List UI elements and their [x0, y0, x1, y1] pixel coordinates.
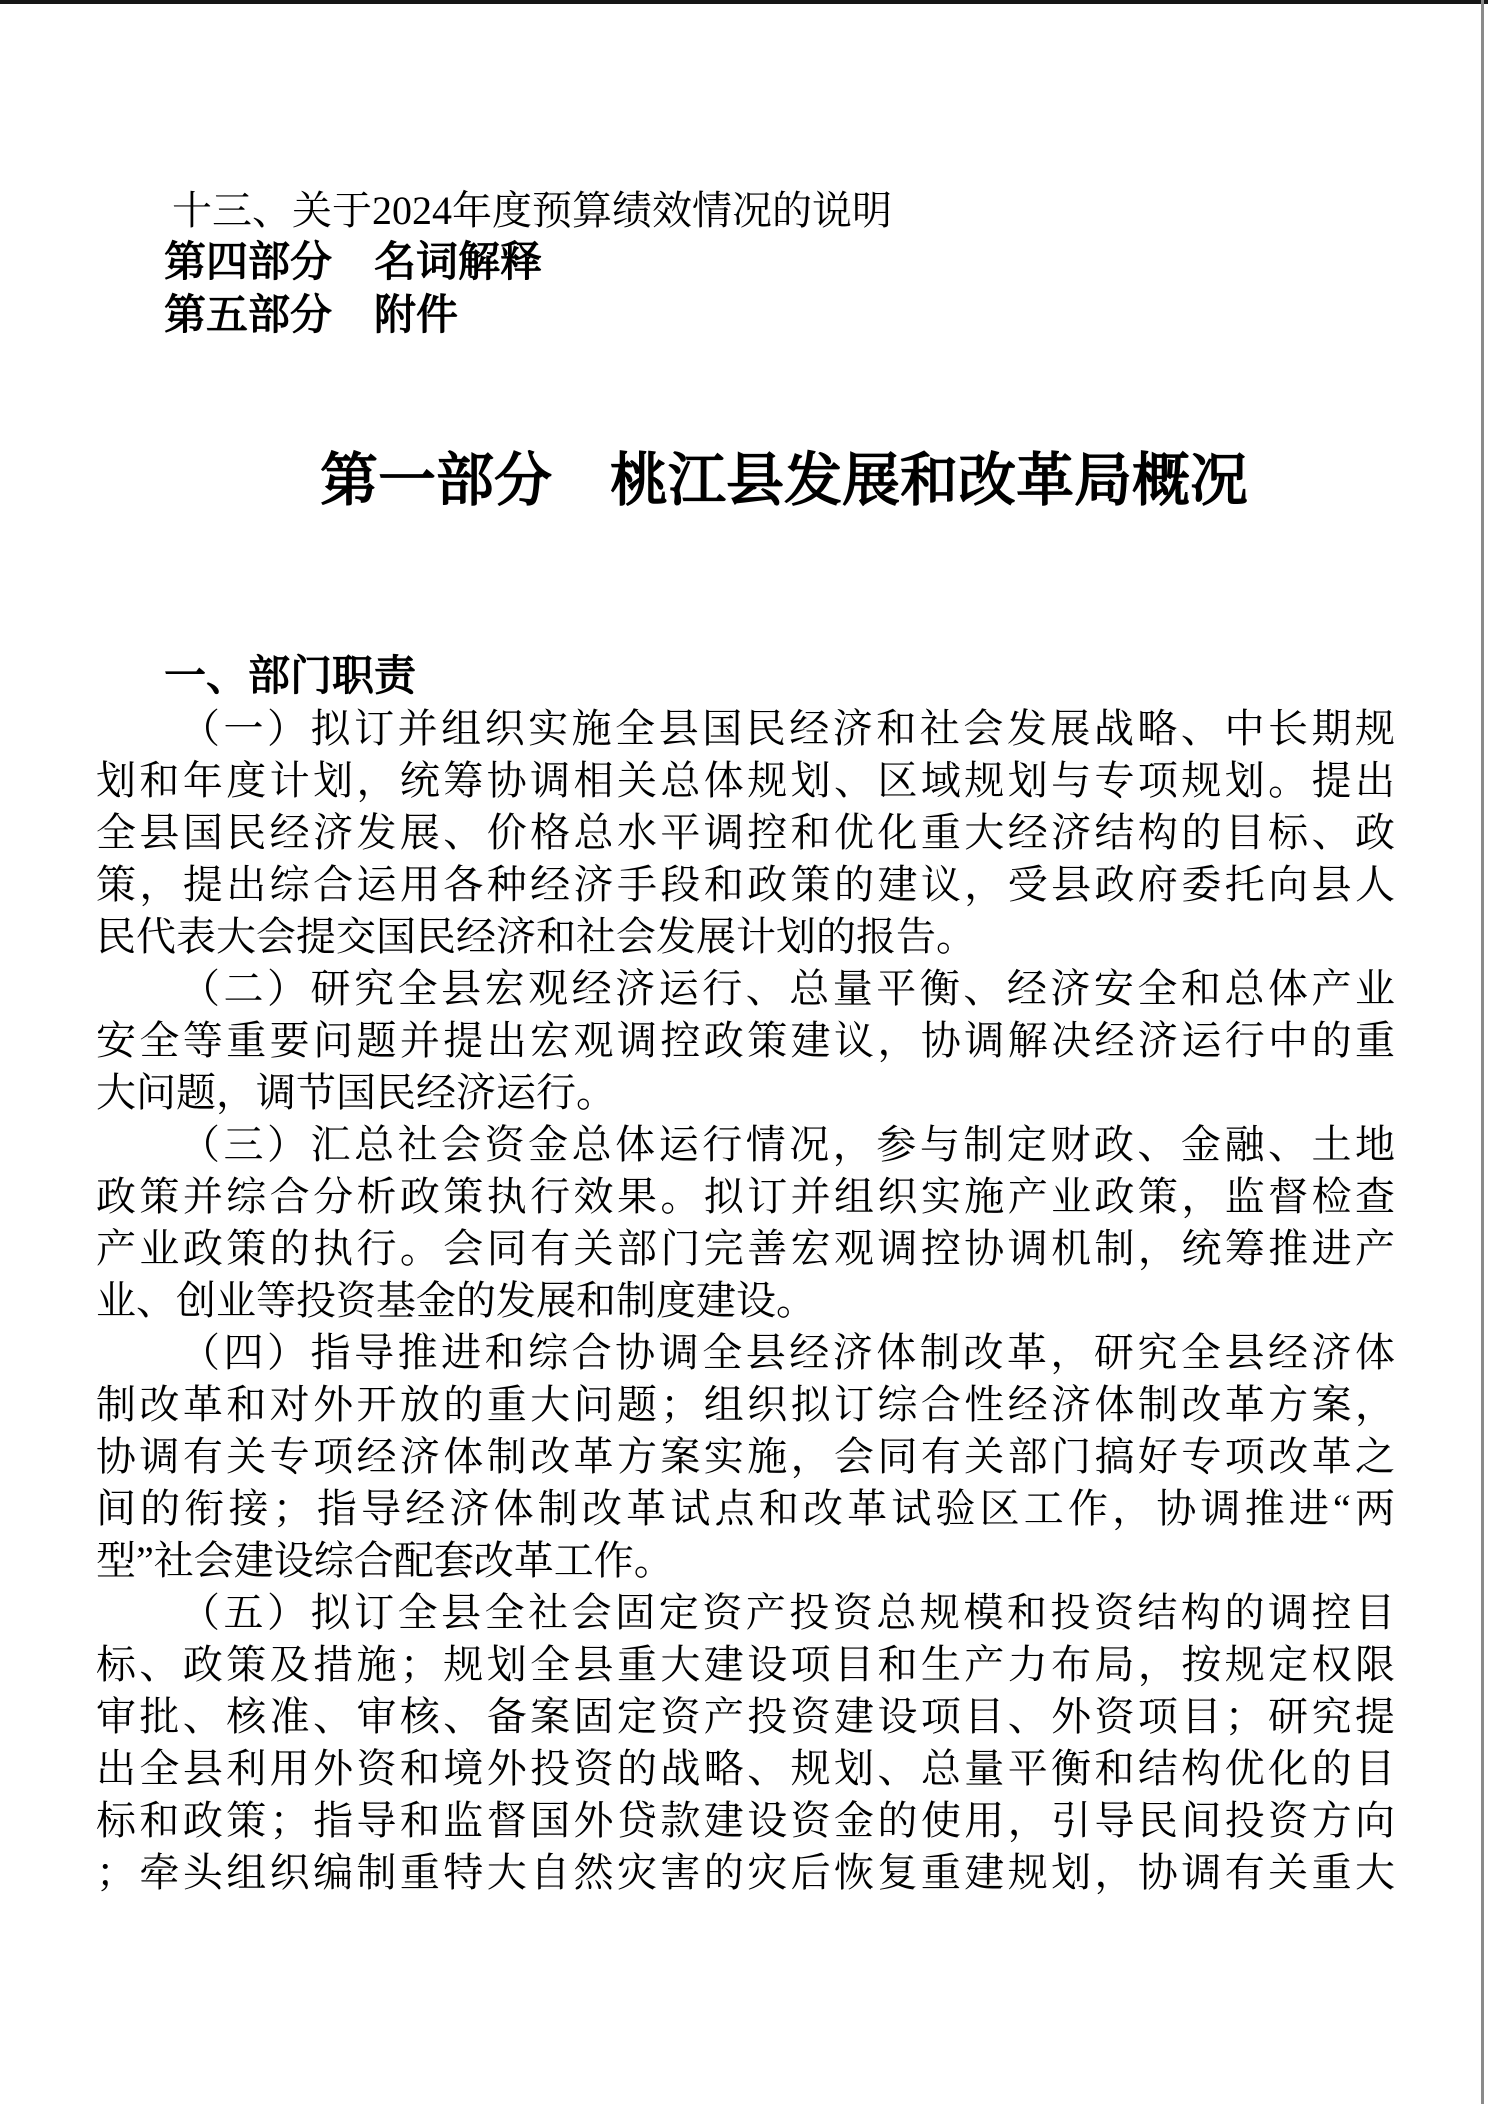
- body-line: ；牵头组织编制重特大自然灾害的灾后恢复重建规划，协调有关重大: [96, 1850, 1395, 1895]
- body-line: （三）汇总社会资金总体运行情况，参与制定财政、金融、土地: [180, 1122, 1395, 1167]
- body-line: 标、政策及措施；规划全县重大建设项目和生产力布局，按规定权限: [96, 1642, 1395, 1687]
- toc-item-13: 十三、关于2024年度预算绩效情况的说明: [172, 188, 892, 233]
- body-line: 大问题，调节国民经济运行。: [96, 1070, 616, 1115]
- toc-part-4: 第四部分 名词解释: [164, 240, 543, 286]
- body-line: 政策并综合分析政策执行效果。拟订并组织实施产业政策，监督检查: [96, 1174, 1395, 1219]
- body-line: 安全等重要问题并提出宏观调控政策建议，协调解决经济运行中的重: [96, 1018, 1395, 1063]
- body-line: 划和年度计划，统筹协调相关总体规划、区域规划与专项规划。提出: [96, 758, 1395, 803]
- body-line: （一）拟订并组织实施全县国民经济和社会发展战略、中长期规: [180, 706, 1395, 751]
- body-line: （五）拟订全县全社会固定资产投资总规模和投资结构的调控目: [180, 1590, 1395, 1635]
- scan-right-border: [1481, 0, 1484, 2104]
- section-heading-duties: 一、部门职责: [164, 654, 417, 700]
- body-line: 制改革和对外开放的重大问题；组织拟订综合性经济体制改革方案，: [96, 1382, 1395, 1427]
- scan-top-border: [0, 0, 1488, 4]
- body-line: 型”社会建设综合配套改革工作。: [96, 1538, 674, 1583]
- toc-part-5: 第五部分 附件: [164, 293, 459, 339]
- part-one-title: 第一部分 桃江县发展和改革局概况: [319, 448, 1248, 513]
- body-line: （二）研究全县宏观经济运行、总量平衡、经济安全和总体产业: [180, 966, 1395, 1011]
- body-line: 全县国民经济发展、价格总水平调控和优化重大经济结构的目标、政: [96, 810, 1395, 855]
- body-line: 间的衔接；指导经济体制改革试点和改革试验区工作，协调推进“两: [96, 1486, 1395, 1531]
- body-line: 民代表大会提交国民经济和社会发展计划的报告。: [96, 914, 976, 959]
- body-line: 审批、核准、审核、备案固定资产投资建设项目、外资项目；研究提: [96, 1694, 1395, 1739]
- table-of-contents-carryover: [164, 0, 1488, 343]
- body-line: 出全县利用外资和境外投资的战略、规划、总量平衡和结构优化的目: [96, 1746, 1395, 1791]
- body-line: 策，提出综合运用各种经济手段和政策的建议，受县政府委托向县人: [96, 862, 1395, 907]
- body-line: 业、创业等投资基金的发展和制度建设。: [96, 1278, 816, 1323]
- body-line: 标和政策；指导和监督国外贷款建设资金的使用，引导民间投资方向: [96, 1798, 1395, 1843]
- body-line: 协调有关专项经济体制改革方案实施，会同有关部门搞好专项改革之: [96, 1434, 1395, 1479]
- body-line: 产业政策的执行。会同有关部门完善宏观调控协调机制，统筹推进产: [96, 1226, 1395, 1271]
- body-line: （四）指导推进和综合协调全县经济体制改革，研究全县经济体: [180, 1330, 1395, 1375]
- section-body: [0, 703, 1488, 1899]
